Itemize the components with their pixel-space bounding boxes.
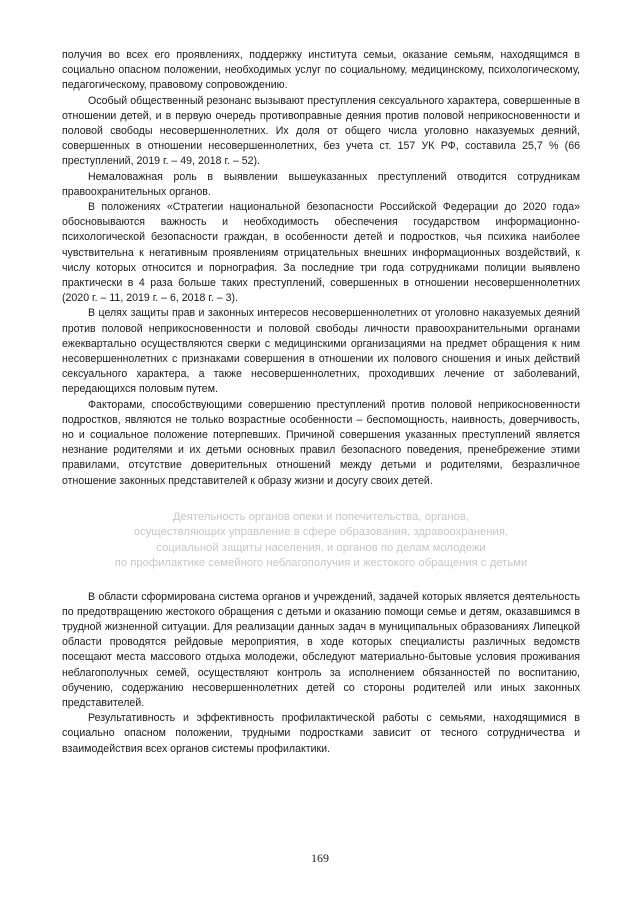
section-heading-line: Деятельность органов опеки и попечительства, органов, xyxy=(172,510,470,523)
body-text-bottom xyxy=(62,590,580,757)
body-text-top xyxy=(62,48,580,489)
paragraph: Факторами, способствующими совершению преступлений против половой неприкосновенности подростков, являются не только возрастные особенности – беспомощность, наивность, доверчивость, но и социальное положение потерпевших. Причиной совершения указанных преступлений является незнание родителями и их детьми основных правил безопасного поведения, пренебрежение этими правилами, отсутствие доверительных отношений между детьми и родителями, безразличное отношение законных представителей к образу жизни и досугу своих детей. xyxy=(62,398,580,487)
section-heading-line: осуществляющих управление в сфере образования, здравоохранения, xyxy=(133,526,509,539)
document-page xyxy=(62,48,580,757)
paragraph: В целях защиты прав и законных интересов несовершеннолетних от уголовно наказуемых деяний против половой неприкосновенности и половой свободы личности правоохранительными органами ежеквартально осуществляются сверки с медицинскими организациями на предмет обращения к ним несовершеннолетних с признаками совершения в отношении их полового сношения и иных действий сексуального характера, а также несовершеннолетних, проходивших лечение от заболеваний, передающихся половым путем. xyxy=(62,307,580,396)
paragraph: Особый общественный резонанс вызывают преступления сексуального характера, совершенные в отношении детей, и в первую очередь противоправные деяния против половой неприкосновенности и половой свободы несовершеннолетних. Их доля от общего числа уголовно наказуемых деяний, совершенных в отношении несовершеннолетних, без учета ст. 157 УК РФ, составила 25,7 % (66 преступлений, 2019 г. – 49, 2018 г. – 52). xyxy=(62,94,580,168)
paragraph: В положениях «Стратегии национальной безопасности Российской Федерации до 2020 года» обосновываются важность и необходимость обеспечения государством информационно-психологической безопасности граждан, в особенности детей и подростков, чья психика наиболее чувствительна к негативным проявлениям отрицательных внешних информационных воздействий, к числу которых относится и порнография. За последние три года сотрудниками полиции выявлено практически в 4 раза больше таких преступлений, совершенных в отношении несовершеннолетних (2020 г. – 11, 2019 г. – 6, 2018 г. – 3). xyxy=(62,201,580,305)
page-number: 169 xyxy=(311,851,329,865)
paragraph: Результативность и эффективность профилактической работы с семьями, находящимися в социально опасном положении, трудными подростками зависит от тесного сотрудничества и взаимодействия всех органов системы профилактики. xyxy=(62,712,580,755)
paragraph: Немаловажная роль в выявлении вышеуказанных преступлений отводится сотрудникам правоохранительных органов. xyxy=(62,170,580,198)
section-heading-line: по профилактике семейного неблагополучия и жестокого обращения с детьми xyxy=(114,557,528,570)
section-heading-line: социальной защиты населения, и органов по делам молодежи xyxy=(156,541,486,554)
section-heading xyxy=(62,510,580,572)
paragraph: получия во всех его проявлениях, поддержку института семьи, оказание семьям, находящимся в социально опасном положении, необходимых услуг по социальному, медицинскому, психологическому, педагогическому, правовому сопровождению. xyxy=(62,49,580,92)
paragraph: В области сформирована система органов и учреждений, задачей которых является деятельность по предотвращению жестокого обращения с детьми и оказанию помощи семье и детям, оказавшимся в трудной жизненной ситуации. Для реализации данных задач в муниципальных образованиях Липецкой области проводятся рейдовые мероприятия, в ходе которых специалисты различных ведомств посещают места массового отдыха молодежи, обследуют материально-бытовые условия проживания неблагополучных семей, осуществляют контроль за исполнением обязанностей по воспитанию, обучению, содержанию несовершеннолетних детей со стороны родителей или иных законных представителей. xyxy=(62,590,580,709)
